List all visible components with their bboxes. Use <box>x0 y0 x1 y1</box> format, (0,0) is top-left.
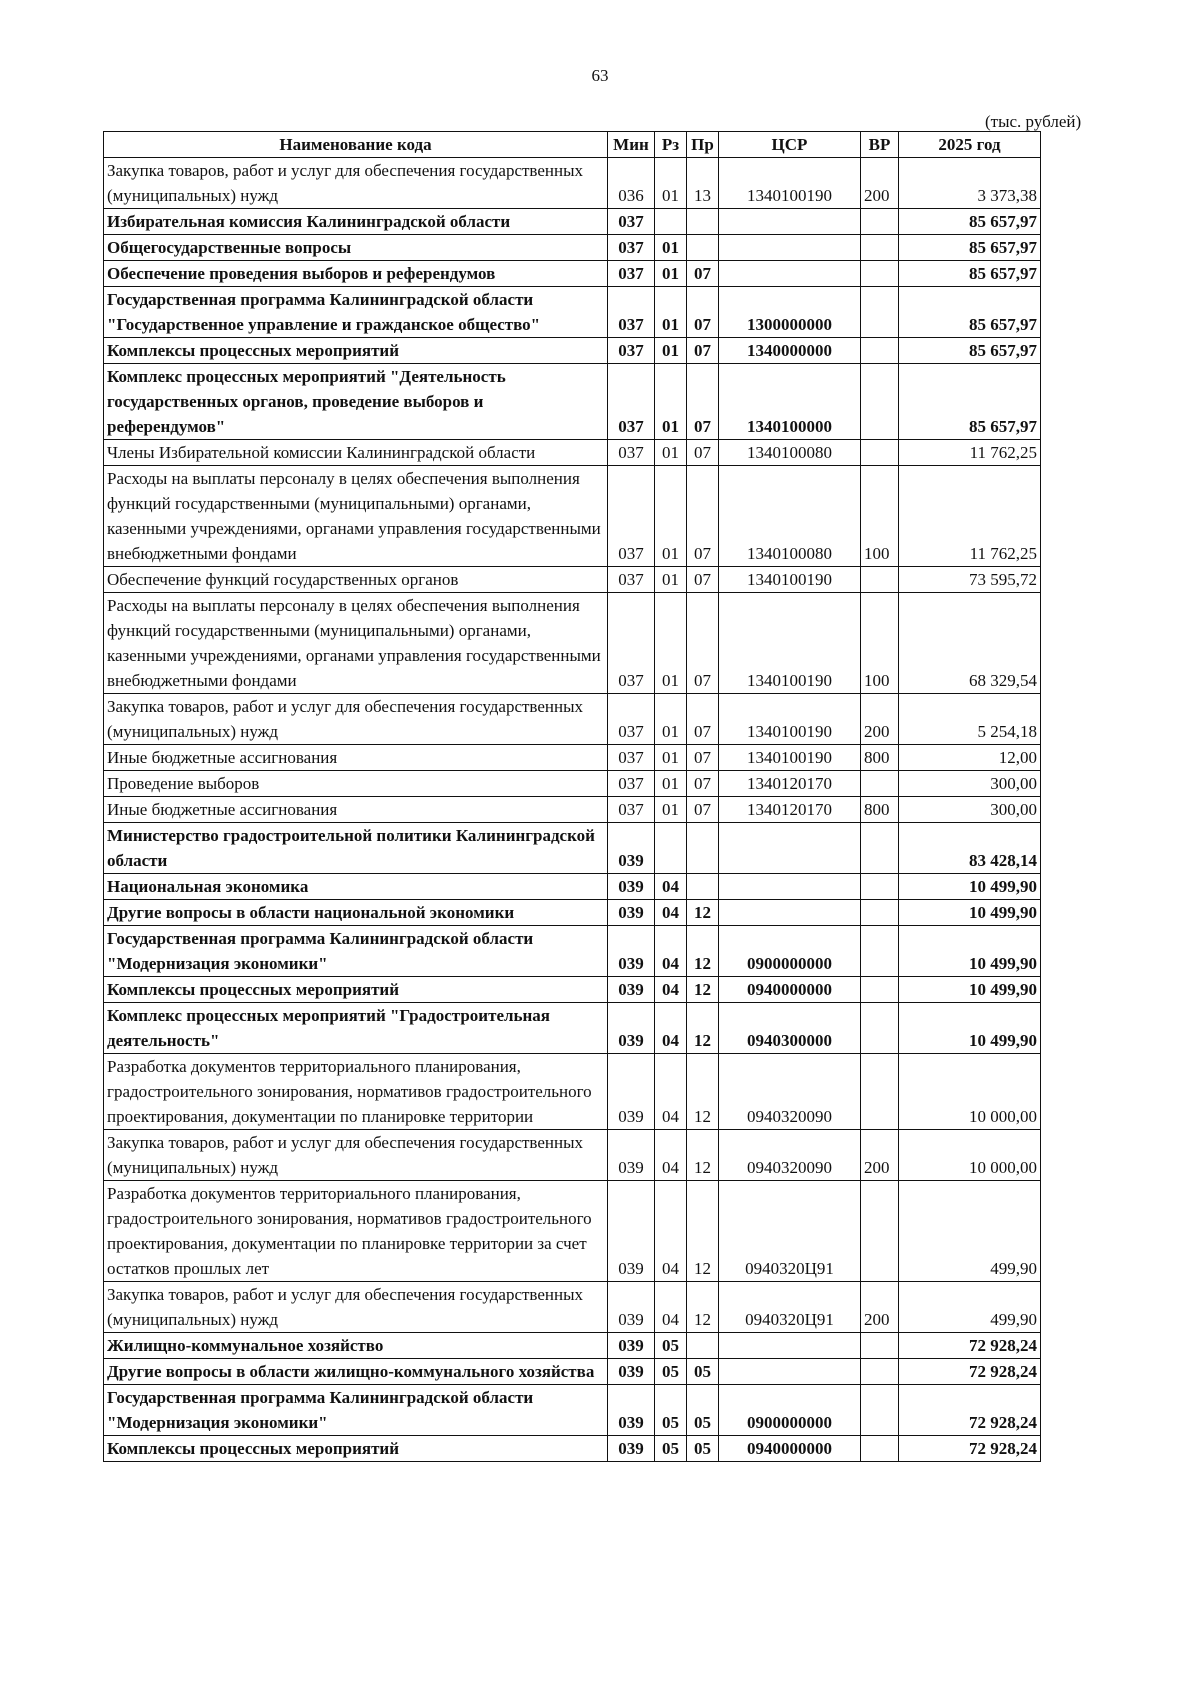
cell-amount: 73 595,72 <box>899 567 1041 593</box>
table-row <box>104 1181 1041 1282</box>
cell-csr <box>719 874 861 900</box>
cell-name: Закупка товаров, работ и услуг для обеспечения государственных (муниципальных) нужд <box>104 694 608 745</box>
cell-rz: 01 <box>655 440 687 466</box>
cell-rz: 01 <box>655 745 687 771</box>
cell-pr: 07 <box>687 593 719 694</box>
cell-vr <box>861 364 899 440</box>
cell-pr: 12 <box>687 900 719 926</box>
table-row <box>104 823 1041 874</box>
cell-min: 039 <box>608 926 655 977</box>
cell-vr: 200 <box>861 694 899 745</box>
cell-csr: 0900000000 <box>719 926 861 977</box>
cell-csr: 1340100190 <box>719 745 861 771</box>
cell-vr <box>861 874 899 900</box>
cell-pr: 07 <box>687 261 719 287</box>
cell-csr: 0940320Ц91 <box>719 1181 861 1282</box>
cell-name: Министерство градостроительной политики Калининградской области <box>104 823 608 874</box>
cell-pr: 05 <box>687 1359 719 1385</box>
cell-csr: 0940300000 <box>719 1003 861 1054</box>
cell-name: Другие вопросы в области национальной экономики <box>104 900 608 926</box>
cell-amount: 10 499,90 <box>899 1003 1041 1054</box>
cell-amount: 68 329,54 <box>899 593 1041 694</box>
cell-name: Закупка товаров, работ и услуг для обеспечения государственных (муниципальных) нужд <box>104 1130 608 1181</box>
cell-name: Расходы на выплаты персоналу в целях обеспечения выполнения функций государственными (муниципальными) органами, казенными учреждениями, органами управления государственными внебюджетными фондами <box>104 466 608 567</box>
cell-pr: 07 <box>687 364 719 440</box>
cell-pr: 12 <box>687 977 719 1003</box>
cell-vr <box>861 1054 899 1130</box>
cell-name: Иные бюджетные ассигнования <box>104 797 608 823</box>
table-row <box>104 745 1041 771</box>
table-row <box>104 567 1041 593</box>
header-csr: ЦСР <box>719 132 861 158</box>
header-year: 2025 год <box>899 132 1041 158</box>
cell-name: Избирательная комиссия Калининградской области <box>104 209 608 235</box>
cell-name: Комплексы процессных мероприятий <box>104 338 608 364</box>
cell-csr: 1340100190 <box>719 567 861 593</box>
cell-rz: 01 <box>655 797 687 823</box>
cell-name: Жилищно-коммунальное хозяйство <box>104 1333 608 1359</box>
cell-csr <box>719 261 861 287</box>
cell-vr <box>861 1181 899 1282</box>
cell-amount: 499,90 <box>899 1282 1041 1333</box>
cell-name: Закупка товаров, работ и услуг для обеспечения государственных (муниципальных) нужд <box>104 158 608 209</box>
cell-amount: 85 657,97 <box>899 338 1041 364</box>
table-row <box>104 1385 1041 1436</box>
cell-pr: 05 <box>687 1385 719 1436</box>
cell-rz: 01 <box>655 158 687 209</box>
cell-amount: 5 254,18 <box>899 694 1041 745</box>
cell-rz: 04 <box>655 977 687 1003</box>
cell-pr: 12 <box>687 1282 719 1333</box>
cell-amount: 85 657,97 <box>899 209 1041 235</box>
cell-pr: 13 <box>687 158 719 209</box>
cell-vr <box>861 1003 899 1054</box>
cell-amount: 72 928,24 <box>899 1385 1041 1436</box>
cell-rz: 01 <box>655 771 687 797</box>
cell-name: Другие вопросы в области жилищно-коммунального хозяйства <box>104 1359 608 1385</box>
cell-amount: 85 657,97 <box>899 235 1041 261</box>
cell-vr: 200 <box>861 1130 899 1181</box>
cell-min: 039 <box>608 1181 655 1282</box>
table-row <box>104 158 1041 209</box>
cell-rz <box>655 209 687 235</box>
cell-name: Иные бюджетные ассигнования <box>104 745 608 771</box>
budget-table <box>103 131 1041 1462</box>
cell-min: 039 <box>608 1003 655 1054</box>
table-body <box>104 158 1041 1462</box>
cell-rz: 04 <box>655 1130 687 1181</box>
cell-pr: 12 <box>687 926 719 977</box>
table-row <box>104 1359 1041 1385</box>
cell-min: 037 <box>608 364 655 440</box>
cell-name: Комплексы процессных мероприятий <box>104 977 608 1003</box>
table-row <box>104 977 1041 1003</box>
cell-rz: 05 <box>655 1333 687 1359</box>
cell-amount: 300,00 <box>899 771 1041 797</box>
cell-min: 037 <box>608 235 655 261</box>
cell-csr: 1340100080 <box>719 440 861 466</box>
cell-amount: 85 657,97 <box>899 287 1041 338</box>
cell-pr: 07 <box>687 440 719 466</box>
table-row <box>104 1333 1041 1359</box>
cell-vr <box>861 261 899 287</box>
cell-min: 039 <box>608 1282 655 1333</box>
cell-rz: 01 <box>655 235 687 261</box>
cell-name: Государственная программа Калининградской области "Государственное управление и гражданское общество" <box>104 287 608 338</box>
cell-csr <box>719 235 861 261</box>
header-min: Мин <box>608 132 655 158</box>
cell-pr: 12 <box>687 1130 719 1181</box>
cell-vr: 200 <box>861 158 899 209</box>
cell-vr <box>861 1385 899 1436</box>
cell-rz: 01 <box>655 694 687 745</box>
cell-rz: 04 <box>655 874 687 900</box>
cell-rz: 05 <box>655 1436 687 1462</box>
cell-amount: 10 499,90 <box>899 977 1041 1003</box>
cell-vr <box>861 287 899 338</box>
header-vr: ВР <box>861 132 899 158</box>
cell-amount: 10 000,00 <box>899 1130 1041 1181</box>
cell-min: 037 <box>608 209 655 235</box>
table-row <box>104 593 1041 694</box>
cell-rz: 05 <box>655 1385 687 1436</box>
cell-amount: 3 373,38 <box>899 158 1041 209</box>
cell-csr: 1340100000 <box>719 364 861 440</box>
header-pr: Пр <box>687 132 719 158</box>
cell-min: 037 <box>608 567 655 593</box>
cell-amount: 10 000,00 <box>899 1054 1041 1130</box>
cell-pr <box>687 235 719 261</box>
cell-vr <box>861 1333 899 1359</box>
cell-min: 039 <box>608 977 655 1003</box>
cell-min: 037 <box>608 466 655 567</box>
table-row <box>104 1003 1041 1054</box>
cell-name: Члены Избирательной комиссии Калининградской области <box>104 440 608 466</box>
cell-pr: 07 <box>687 797 719 823</box>
cell-csr: 1340100190 <box>719 593 861 694</box>
cell-name: Национальная экономика <box>104 874 608 900</box>
cell-csr <box>719 1333 861 1359</box>
cell-min: 039 <box>608 900 655 926</box>
table-row <box>104 771 1041 797</box>
cell-vr <box>861 567 899 593</box>
cell-name: Государственная программа Калининградской области "Модернизация экономики" <box>104 1385 608 1436</box>
cell-rz: 04 <box>655 926 687 977</box>
page-number: 63 <box>591 66 609 85</box>
cell-csr <box>719 823 861 874</box>
cell-rz: 04 <box>655 1003 687 1054</box>
cell-amount: 11 762,25 <box>899 466 1041 567</box>
cell-amount: 72 928,24 <box>899 1333 1041 1359</box>
table-header-row <box>104 132 1041 158</box>
cell-name: Закупка товаров, работ и услуг для обеспечения государственных (муниципальных) нужд <box>104 1282 608 1333</box>
cell-min: 039 <box>608 874 655 900</box>
cell-min: 039 <box>608 823 655 874</box>
cell-vr: 800 <box>861 745 899 771</box>
cell-rz: 01 <box>655 567 687 593</box>
table-row <box>104 1282 1041 1333</box>
cell-pr <box>687 823 719 874</box>
cell-csr: 1340100190 <box>719 694 861 745</box>
cell-rz: 01 <box>655 466 687 567</box>
cell-pr: 07 <box>687 745 719 771</box>
cell-amount: 10 499,90 <box>899 900 1041 926</box>
cell-csr: 0940320090 <box>719 1130 861 1181</box>
cell-csr: 1340000000 <box>719 338 861 364</box>
cell-pr: 07 <box>687 771 719 797</box>
cell-amount: 85 657,97 <box>899 261 1041 287</box>
cell-rz: 04 <box>655 900 687 926</box>
cell-pr <box>687 1333 719 1359</box>
table-row <box>104 338 1041 364</box>
cell-pr <box>687 874 719 900</box>
cell-name: Комплекс процессных мероприятий "Деятельность государственных органов, проведение выборов и референдумов" <box>104 364 608 440</box>
cell-name: Разработка документов территориального планирования, градостроительного зонирования, нормативов градостроительного проектирования, документации по планировке территории за счет остатков прошлых лет <box>104 1181 608 1282</box>
units-label: (тыс. рублей) <box>985 112 1082 131</box>
table-row <box>104 466 1041 567</box>
cell-amount: 300,00 <box>899 797 1041 823</box>
cell-pr: 07 <box>687 338 719 364</box>
table-row <box>104 694 1041 745</box>
cell-min: 039 <box>608 1130 655 1181</box>
cell-amount: 83 428,14 <box>899 823 1041 874</box>
cell-vr <box>861 977 899 1003</box>
cell-rz <box>655 823 687 874</box>
cell-csr: 0900000000 <box>719 1385 861 1436</box>
cell-rz: 01 <box>655 261 687 287</box>
cell-vr <box>861 823 899 874</box>
cell-vr <box>861 1359 899 1385</box>
cell-amount: 10 499,90 <box>899 926 1041 977</box>
cell-min: 039 <box>608 1054 655 1130</box>
cell-name: Обеспечение функций государственных органов <box>104 567 608 593</box>
cell-csr: 1340100190 <box>719 158 861 209</box>
table-row <box>104 440 1041 466</box>
cell-csr: 0940000000 <box>719 977 861 1003</box>
table-row <box>104 926 1041 977</box>
cell-name: Комплекс процессных мероприятий "Градостроительная деятельность" <box>104 1003 608 1054</box>
cell-rz: 04 <box>655 1282 687 1333</box>
cell-min: 036 <box>608 158 655 209</box>
cell-amount: 12,00 <box>899 745 1041 771</box>
cell-pr: 05 <box>687 1436 719 1462</box>
cell-vr: 100 <box>861 466 899 567</box>
cell-csr: 0940320Ц91 <box>719 1282 861 1333</box>
cell-rz: 04 <box>655 1181 687 1282</box>
cell-csr: 1300000000 <box>719 287 861 338</box>
table-row <box>104 1130 1041 1181</box>
cell-name: Расходы на выплаты персоналу в целях обеспечения выполнения функций государственными (муниципальными) органами, казенными учреждениями, органами управления государственными внебюджетными фондами <box>104 593 608 694</box>
cell-name: Разработка документов территориального планирования, градостроительного зонирования, нормативов градостроительного проектирования, документации по планировке территории <box>104 1054 608 1130</box>
cell-amount: 72 928,24 <box>899 1436 1041 1462</box>
cell-rz: 01 <box>655 364 687 440</box>
cell-min: 037 <box>608 440 655 466</box>
cell-vr <box>861 771 899 797</box>
cell-amount: 10 499,90 <box>899 874 1041 900</box>
table-row <box>104 364 1041 440</box>
cell-min: 037 <box>608 771 655 797</box>
cell-csr <box>719 209 861 235</box>
cell-pr: 12 <box>687 1003 719 1054</box>
cell-min: 037 <box>608 261 655 287</box>
cell-name: Проведение выборов <box>104 771 608 797</box>
cell-name: Комплексы процессных мероприятий <box>104 1436 608 1462</box>
cell-amount: 11 762,25 <box>899 440 1041 466</box>
cell-min: 037 <box>608 593 655 694</box>
cell-min: 037 <box>608 694 655 745</box>
table-row <box>104 287 1041 338</box>
header-rz: Рз <box>655 132 687 158</box>
table-row <box>104 797 1041 823</box>
cell-min: 039 <box>608 1385 655 1436</box>
cell-name: Обеспечение проведения выборов и референдумов <box>104 261 608 287</box>
cell-csr: 1340120170 <box>719 797 861 823</box>
table-row <box>104 235 1041 261</box>
cell-csr: 1340120170 <box>719 771 861 797</box>
table-row <box>104 261 1041 287</box>
table-row <box>104 209 1041 235</box>
cell-vr <box>861 209 899 235</box>
cell-amount: 499,90 <box>899 1181 1041 1282</box>
cell-pr <box>687 209 719 235</box>
cell-rz: 01 <box>655 287 687 338</box>
cell-vr: 200 <box>861 1282 899 1333</box>
table-row <box>104 874 1041 900</box>
cell-pr: 07 <box>687 287 719 338</box>
cell-vr <box>861 900 899 926</box>
table-row <box>104 1054 1041 1130</box>
cell-name: Общегосударственные вопросы <box>104 235 608 261</box>
table-row <box>104 900 1041 926</box>
cell-vr: 800 <box>861 797 899 823</box>
cell-vr <box>861 1436 899 1462</box>
cell-min: 037 <box>608 745 655 771</box>
cell-min: 039 <box>608 1359 655 1385</box>
cell-min: 037 <box>608 797 655 823</box>
cell-csr <box>719 900 861 926</box>
cell-min: 039 <box>608 1436 655 1462</box>
cell-vr <box>861 926 899 977</box>
cell-vr: 100 <box>861 593 899 694</box>
cell-vr <box>861 440 899 466</box>
cell-rz: 04 <box>655 1054 687 1130</box>
cell-csr <box>719 1359 861 1385</box>
header-name: Наименование кода <box>104 132 608 158</box>
cell-vr <box>861 235 899 261</box>
cell-rz: 01 <box>655 593 687 694</box>
cell-pr: 07 <box>687 466 719 567</box>
cell-pr: 12 <box>687 1181 719 1282</box>
cell-csr: 0940320090 <box>719 1054 861 1130</box>
cell-amount: 85 657,97 <box>899 364 1041 440</box>
cell-pr: 07 <box>687 567 719 593</box>
cell-rz: 01 <box>655 338 687 364</box>
cell-name: Государственная программа Калининградской области "Модернизация экономики" <box>104 926 608 977</box>
cell-min: 037 <box>608 338 655 364</box>
cell-csr: 1340100080 <box>719 466 861 567</box>
cell-vr <box>861 338 899 364</box>
table-row <box>104 1436 1041 1462</box>
cell-pr: 07 <box>687 694 719 745</box>
cell-amount: 72 928,24 <box>899 1359 1041 1385</box>
cell-min: 039 <box>608 1333 655 1359</box>
cell-rz: 05 <box>655 1359 687 1385</box>
cell-pr: 12 <box>687 1054 719 1130</box>
cell-min: 037 <box>608 287 655 338</box>
cell-csr: 0940000000 <box>719 1436 861 1462</box>
